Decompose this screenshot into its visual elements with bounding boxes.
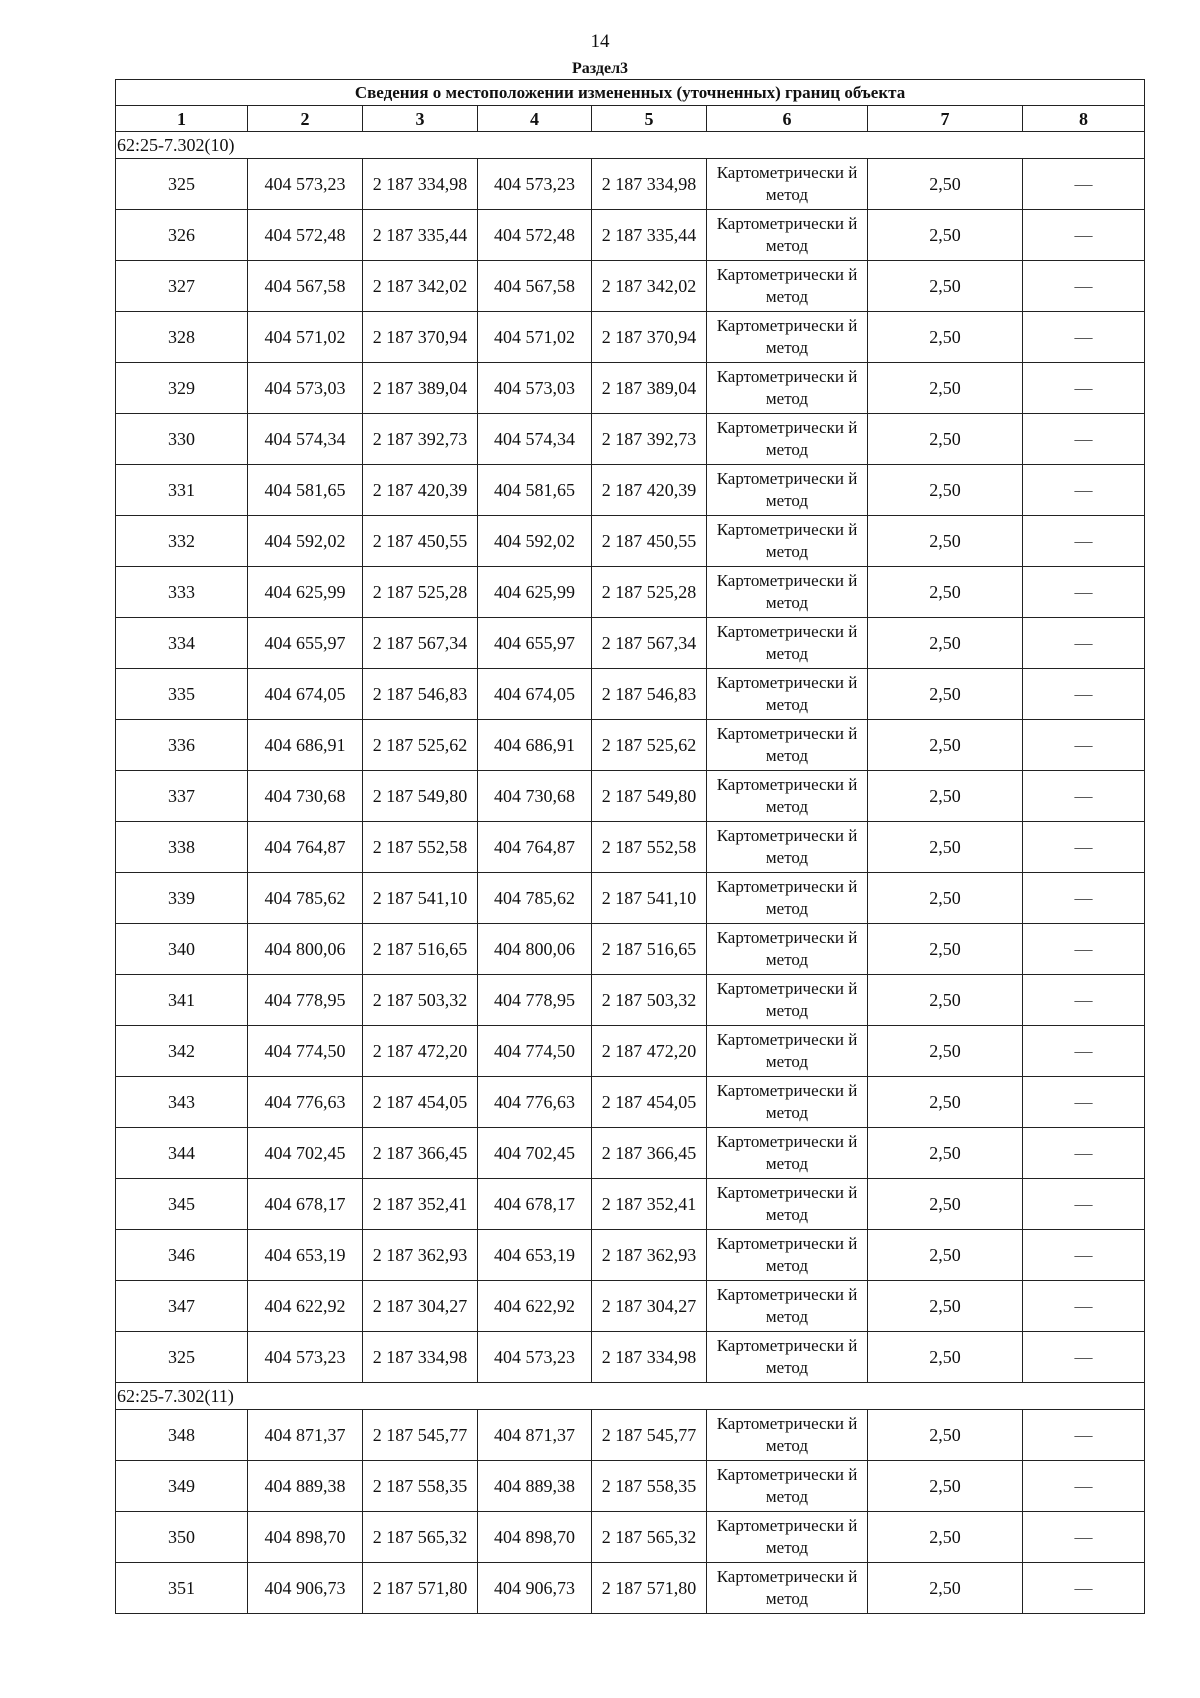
point-number-cell: 349 <box>116 1461 248 1512</box>
x-new-cell: 404 581,65 <box>478 465 592 516</box>
point-number-cell: 335 <box>116 669 248 720</box>
x-new-cell: 404 571,02 <box>478 312 592 363</box>
y-new-cell: 2 187 389,04 <box>592 363 707 414</box>
x-old-cell: 404 686,91 <box>248 720 363 771</box>
method-cell: Картометрически й метод <box>707 873 868 924</box>
method-cell: Картометрически й метод <box>707 669 868 720</box>
table-row <box>116 312 1145 363</box>
table-row <box>116 1026 1145 1077</box>
column-number: 3 <box>363 106 478 132</box>
method-cell: Картометрически й метод <box>707 1026 868 1077</box>
x-old-cell: 404 573,23 <box>248 159 363 210</box>
column-number: 5 <box>592 106 707 132</box>
x-new-cell: 404 898,70 <box>478 1512 592 1563</box>
y-old-cell: 2 187 516,65 <box>363 924 478 975</box>
accuracy-cell: 2,50 <box>868 465 1023 516</box>
table-row <box>116 1179 1145 1230</box>
description-cell: — <box>1023 414 1145 465</box>
point-number-cell: 326 <box>116 210 248 261</box>
y-new-cell: 2 187 454,05 <box>592 1077 707 1128</box>
accuracy-cell: 2,50 <box>868 159 1023 210</box>
x-new-cell: 404 730,68 <box>478 771 592 822</box>
y-new-cell: 2 187 525,62 <box>592 720 707 771</box>
x-old-cell: 404 571,02 <box>248 312 363 363</box>
y-old-cell: 2 187 503,32 <box>363 975 478 1026</box>
x-new-cell: 404 573,23 <box>478 1332 592 1383</box>
method-cell: Картометрически й метод <box>707 1332 868 1383</box>
point-number-cell: 331 <box>116 465 248 516</box>
accuracy-cell: 2,50 <box>868 873 1023 924</box>
accuracy-cell: 2,50 <box>868 1230 1023 1281</box>
y-old-cell: 2 187 334,98 <box>363 1332 478 1383</box>
accuracy-cell: 2,50 <box>868 363 1023 414</box>
method-cell: Картометрически й метод <box>707 516 868 567</box>
y-old-cell: 2 187 342,02 <box>363 261 478 312</box>
point-number-cell: 350 <box>116 1512 248 1563</box>
y-old-cell: 2 187 545,77 <box>363 1410 478 1461</box>
table-row <box>116 414 1145 465</box>
y-old-cell: 2 187 454,05 <box>363 1077 478 1128</box>
description-cell: — <box>1023 1332 1145 1383</box>
y-new-cell: 2 187 450,55 <box>592 516 707 567</box>
x-old-cell: 404 778,95 <box>248 975 363 1026</box>
x-old-cell: 404 581,65 <box>248 465 363 516</box>
cadastral-group-label: 62:25-7.302(11) <box>116 1383 1145 1410</box>
accuracy-cell: 2,50 <box>868 618 1023 669</box>
method-cell: Картометрически й метод <box>707 1512 868 1563</box>
accuracy-cell: 2,50 <box>868 771 1023 822</box>
accuracy-cell: 2,50 <box>868 1410 1023 1461</box>
point-number-cell: 328 <box>116 312 248 363</box>
description-cell: — <box>1023 873 1145 924</box>
description-cell: — <box>1023 210 1145 261</box>
y-old-cell: 2 187 370,94 <box>363 312 478 363</box>
description-cell: — <box>1023 1281 1145 1332</box>
method-cell: Картометрически й метод <box>707 414 868 465</box>
x-new-cell: 404 774,50 <box>478 1026 592 1077</box>
x-old-cell: 404 776,63 <box>248 1077 363 1128</box>
x-new-cell: 404 889,38 <box>478 1461 592 1512</box>
cadastral-group-label: 62:25-7.302(10) <box>116 132 1145 159</box>
table-row <box>116 771 1145 822</box>
x-old-cell: 404 906,73 <box>248 1563 363 1614</box>
accuracy-cell: 2,50 <box>868 1128 1023 1179</box>
x-old-cell: 404 625,99 <box>248 567 363 618</box>
y-new-cell: 2 187 366,45 <box>592 1128 707 1179</box>
y-new-cell: 2 187 541,10 <box>592 873 707 924</box>
y-new-cell: 2 187 334,98 <box>592 1332 707 1383</box>
y-new-cell: 2 187 545,77 <box>592 1410 707 1461</box>
point-number-cell: 334 <box>116 618 248 669</box>
table-row <box>116 363 1145 414</box>
y-old-cell: 2 187 567,34 <box>363 618 478 669</box>
table-row <box>116 567 1145 618</box>
method-cell: Картометрически й метод <box>707 618 868 669</box>
point-number-cell: 340 <box>116 924 248 975</box>
y-new-cell: 2 187 392,73 <box>592 414 707 465</box>
method-cell: Картометрически й метод <box>707 924 868 975</box>
point-number-cell: 344 <box>116 1128 248 1179</box>
x-old-cell: 404 655,97 <box>248 618 363 669</box>
y-new-cell: 2 187 352,41 <box>592 1179 707 1230</box>
x-new-cell: 404 686,91 <box>478 720 592 771</box>
table-body <box>116 132 1145 1614</box>
point-number-cell: 348 <box>116 1410 248 1461</box>
description-cell: — <box>1023 669 1145 720</box>
method-cell: Картометрически й метод <box>707 567 868 618</box>
x-new-cell: 404 592,02 <box>478 516 592 567</box>
y-new-cell: 2 187 335,44 <box>592 210 707 261</box>
description-cell: — <box>1023 822 1145 873</box>
accuracy-cell: 2,50 <box>868 210 1023 261</box>
description-cell: — <box>1023 1461 1145 1512</box>
description-cell: — <box>1023 516 1145 567</box>
x-new-cell: 404 778,95 <box>478 975 592 1026</box>
y-old-cell: 2 187 392,73 <box>363 414 478 465</box>
x-old-cell: 404 573,03 <box>248 363 363 414</box>
point-number-cell: 342 <box>116 1026 248 1077</box>
table-row <box>116 1512 1145 1563</box>
y-old-cell: 2 187 558,35 <box>363 1461 478 1512</box>
x-new-cell: 404 573,23 <box>478 159 592 210</box>
y-new-cell: 2 187 546,83 <box>592 669 707 720</box>
x-new-cell: 404 702,45 <box>478 1128 592 1179</box>
accuracy-cell: 2,50 <box>868 1461 1023 1512</box>
accuracy-cell: 2,50 <box>868 1281 1023 1332</box>
description-cell: — <box>1023 312 1145 363</box>
x-old-cell: 404 572,48 <box>248 210 363 261</box>
y-old-cell: 2 187 334,98 <box>363 159 478 210</box>
x-old-cell: 404 678,17 <box>248 1179 363 1230</box>
page-number: 14 <box>590 31 610 52</box>
method-cell: Картометрически й метод <box>707 1128 868 1179</box>
y-new-cell: 2 187 304,27 <box>592 1281 707 1332</box>
column-number: 7 <box>868 106 1023 132</box>
x-old-cell: 404 764,87 <box>248 822 363 873</box>
y-old-cell: 2 187 389,04 <box>363 363 478 414</box>
x-old-cell: 404 622,92 <box>248 1281 363 1332</box>
x-new-cell: 404 572,48 <box>478 210 592 261</box>
accuracy-cell: 2,50 <box>868 312 1023 363</box>
y-new-cell: 2 187 342,02 <box>592 261 707 312</box>
accuracy-cell: 2,50 <box>868 669 1023 720</box>
x-new-cell: 404 674,05 <box>478 669 592 720</box>
description-cell: — <box>1023 1179 1145 1230</box>
method-cell: Картометрически й метод <box>707 261 868 312</box>
method-cell: Картометрически й метод <box>707 771 868 822</box>
method-cell: Картометрически й метод <box>707 1179 868 1230</box>
x-old-cell: 404 785,62 <box>248 873 363 924</box>
table-row <box>116 669 1145 720</box>
y-new-cell: 2 187 472,20 <box>592 1026 707 1077</box>
table-row <box>116 1230 1145 1281</box>
point-number-cell: 329 <box>116 363 248 414</box>
x-old-cell: 404 730,68 <box>248 771 363 822</box>
point-number-cell: 347 <box>116 1281 248 1332</box>
x-new-cell: 404 906,73 <box>478 1563 592 1614</box>
point-number-cell: 332 <box>116 516 248 567</box>
table-row <box>116 261 1145 312</box>
x-new-cell: 404 573,03 <box>478 363 592 414</box>
point-number-cell: 336 <box>116 720 248 771</box>
x-old-cell: 404 574,34 <box>248 414 363 465</box>
y-new-cell: 2 187 334,98 <box>592 159 707 210</box>
y-old-cell: 2 187 335,44 <box>363 210 478 261</box>
section-title: Раздел3 <box>571 60 629 77</box>
x-old-cell: 404 871,37 <box>248 1410 363 1461</box>
x-old-cell: 404 674,05 <box>248 669 363 720</box>
description-cell: — <box>1023 1563 1145 1614</box>
x-new-cell: 404 800,06 <box>478 924 592 975</box>
table-row <box>116 516 1145 567</box>
y-new-cell: 2 187 420,39 <box>592 465 707 516</box>
point-number-cell: 351 <box>116 1563 248 1614</box>
table-row <box>116 159 1145 210</box>
point-number-cell: 343 <box>116 1077 248 1128</box>
y-old-cell: 2 187 472,20 <box>363 1026 478 1077</box>
description-cell: — <box>1023 1128 1145 1179</box>
x-old-cell: 404 702,45 <box>248 1128 363 1179</box>
y-new-cell: 2 187 558,35 <box>592 1461 707 1512</box>
table-row <box>116 1077 1145 1128</box>
accuracy-cell: 2,50 <box>868 1077 1023 1128</box>
method-cell: Картометрически й метод <box>707 210 868 261</box>
table-row <box>116 618 1145 669</box>
y-new-cell: 2 187 567,34 <box>592 618 707 669</box>
x-new-cell: 404 574,34 <box>478 414 592 465</box>
method-cell: Картометрически й метод <box>707 312 868 363</box>
point-number-cell: 337 <box>116 771 248 822</box>
y-old-cell: 2 187 552,58 <box>363 822 478 873</box>
x-new-cell: 404 655,97 <box>478 618 592 669</box>
y-old-cell: 2 187 362,93 <box>363 1230 478 1281</box>
point-number-cell: 325 <box>116 1332 248 1383</box>
x-new-cell: 404 785,62 <box>478 873 592 924</box>
y-new-cell: 2 187 516,65 <box>592 924 707 975</box>
description-cell: — <box>1023 771 1145 822</box>
method-cell: Картометрически й метод <box>707 720 868 771</box>
method-cell: Картометрически й метод <box>707 1230 868 1281</box>
accuracy-cell: 2,50 <box>868 414 1023 465</box>
column-number: 8 <box>1023 106 1145 132</box>
description-cell: — <box>1023 363 1145 414</box>
method-cell: Картометрически й метод <box>707 822 868 873</box>
column-number-row <box>116 106 1145 132</box>
description-cell: — <box>1023 1077 1145 1128</box>
method-cell: Картометрически й метод <box>707 159 868 210</box>
y-old-cell: 2 187 525,28 <box>363 567 478 618</box>
x-new-cell: 404 567,58 <box>478 261 592 312</box>
description-cell: — <box>1023 1026 1145 1077</box>
x-new-cell: 404 653,19 <box>478 1230 592 1281</box>
x-new-cell: 404 776,63 <box>478 1077 592 1128</box>
x-old-cell: 404 653,19 <box>248 1230 363 1281</box>
method-cell: Картометрически й метод <box>707 1281 868 1332</box>
description-cell: — <box>1023 975 1145 1026</box>
point-number-cell: 339 <box>116 873 248 924</box>
table-row <box>116 822 1145 873</box>
table-row <box>116 1410 1145 1461</box>
point-number-cell: 345 <box>116 1179 248 1230</box>
table-row <box>116 210 1145 261</box>
y-old-cell: 2 187 366,45 <box>363 1128 478 1179</box>
x-old-cell: 404 898,70 <box>248 1512 363 1563</box>
point-number-cell: 333 <box>116 567 248 618</box>
column-number: 4 <box>478 106 592 132</box>
x-old-cell: 404 592,02 <box>248 516 363 567</box>
table-row <box>116 1332 1145 1383</box>
method-cell: Картометрически й метод <box>707 1077 868 1128</box>
x-old-cell: 404 800,06 <box>248 924 363 975</box>
method-cell: Картометрически й метод <box>707 465 868 516</box>
table-row <box>116 975 1145 1026</box>
method-cell: Картометрически й метод <box>707 1461 868 1512</box>
point-number-cell: 327 <box>116 261 248 312</box>
accuracy-cell: 2,50 <box>868 516 1023 567</box>
x-new-cell: 404 871,37 <box>478 1410 592 1461</box>
x-old-cell: 404 774,50 <box>248 1026 363 1077</box>
method-cell: Картометрически й метод <box>707 363 868 414</box>
accuracy-cell: 2,50 <box>868 822 1023 873</box>
y-new-cell: 2 187 549,80 <box>592 771 707 822</box>
y-old-cell: 2 187 565,32 <box>363 1512 478 1563</box>
y-old-cell: 2 187 546,83 <box>363 669 478 720</box>
description-cell: — <box>1023 618 1145 669</box>
x-new-cell: 404 622,92 <box>478 1281 592 1332</box>
accuracy-cell: 2,50 <box>868 720 1023 771</box>
description-cell: — <box>1023 465 1145 516</box>
accuracy-cell: 2,50 <box>868 1563 1023 1614</box>
point-number-cell: 325 <box>116 159 248 210</box>
y-old-cell: 2 187 450,55 <box>363 516 478 567</box>
y-old-cell: 2 187 352,41 <box>363 1179 478 1230</box>
accuracy-cell: 2,50 <box>868 1026 1023 1077</box>
y-new-cell: 2 187 571,80 <box>592 1563 707 1614</box>
table-caption-row <box>116 80 1145 106</box>
point-number-cell: 330 <box>116 414 248 465</box>
accuracy-cell: 2,50 <box>868 261 1023 312</box>
group-row <box>116 132 1145 159</box>
table-row <box>116 924 1145 975</box>
method-cell: Картометрически й метод <box>707 1410 868 1461</box>
accuracy-cell: 2,50 <box>868 1512 1023 1563</box>
y-old-cell: 2 187 541,10 <box>363 873 478 924</box>
description-cell: — <box>1023 159 1145 210</box>
method-cell: Картометрически й метод <box>707 1563 868 1614</box>
accuracy-cell: 2,50 <box>868 924 1023 975</box>
y-new-cell: 2 187 370,94 <box>592 312 707 363</box>
accuracy-cell: 2,50 <box>868 567 1023 618</box>
method-cell: Картометрически й метод <box>707 975 868 1026</box>
description-cell: — <box>1023 924 1145 975</box>
y-new-cell: 2 187 503,32 <box>592 975 707 1026</box>
x-new-cell: 404 764,87 <box>478 822 592 873</box>
y-old-cell: 2 187 420,39 <box>363 465 478 516</box>
boundary-coordinates-table <box>115 79 1145 1614</box>
description-cell: — <box>1023 261 1145 312</box>
y-new-cell: 2 187 525,28 <box>592 567 707 618</box>
table-row <box>116 1128 1145 1179</box>
point-number-cell: 346 <box>116 1230 248 1281</box>
x-old-cell: 404 889,38 <box>248 1461 363 1512</box>
y-old-cell: 2 187 525,62 <box>363 720 478 771</box>
description-cell: — <box>1023 1230 1145 1281</box>
y-new-cell: 2 187 362,93 <box>592 1230 707 1281</box>
table-row <box>116 873 1145 924</box>
description-cell: — <box>1023 1512 1145 1563</box>
y-old-cell: 2 187 549,80 <box>363 771 478 822</box>
table-row <box>116 465 1145 516</box>
table-row <box>116 1281 1145 1332</box>
y-new-cell: 2 187 565,32 <box>592 1512 707 1563</box>
point-number-cell: 341 <box>116 975 248 1026</box>
column-number: 6 <box>707 106 868 132</box>
accuracy-cell: 2,50 <box>868 1179 1023 1230</box>
x-old-cell: 404 567,58 <box>248 261 363 312</box>
description-cell: — <box>1023 567 1145 618</box>
table-row <box>116 1563 1145 1614</box>
table-row <box>116 720 1145 771</box>
y-new-cell: 2 187 552,58 <box>592 822 707 873</box>
y-old-cell: 2 187 304,27 <box>363 1281 478 1332</box>
table-caption: Сведения о местоположении измененных (уточненных) границ объекта <box>116 80 1145 106</box>
description-cell: — <box>1023 720 1145 771</box>
x-old-cell: 404 573,23 <box>248 1332 363 1383</box>
column-number: 2 <box>248 106 363 132</box>
table-row <box>116 1461 1145 1512</box>
x-new-cell: 404 625,99 <box>478 567 592 618</box>
x-new-cell: 404 678,17 <box>478 1179 592 1230</box>
group-row <box>116 1383 1145 1410</box>
point-number-cell: 338 <box>116 822 248 873</box>
column-number: 1 <box>116 106 248 132</box>
description-cell: — <box>1023 1410 1145 1461</box>
y-old-cell: 2 187 571,80 <box>363 1563 478 1614</box>
accuracy-cell: 2,50 <box>868 1332 1023 1383</box>
accuracy-cell: 2,50 <box>868 975 1023 1026</box>
